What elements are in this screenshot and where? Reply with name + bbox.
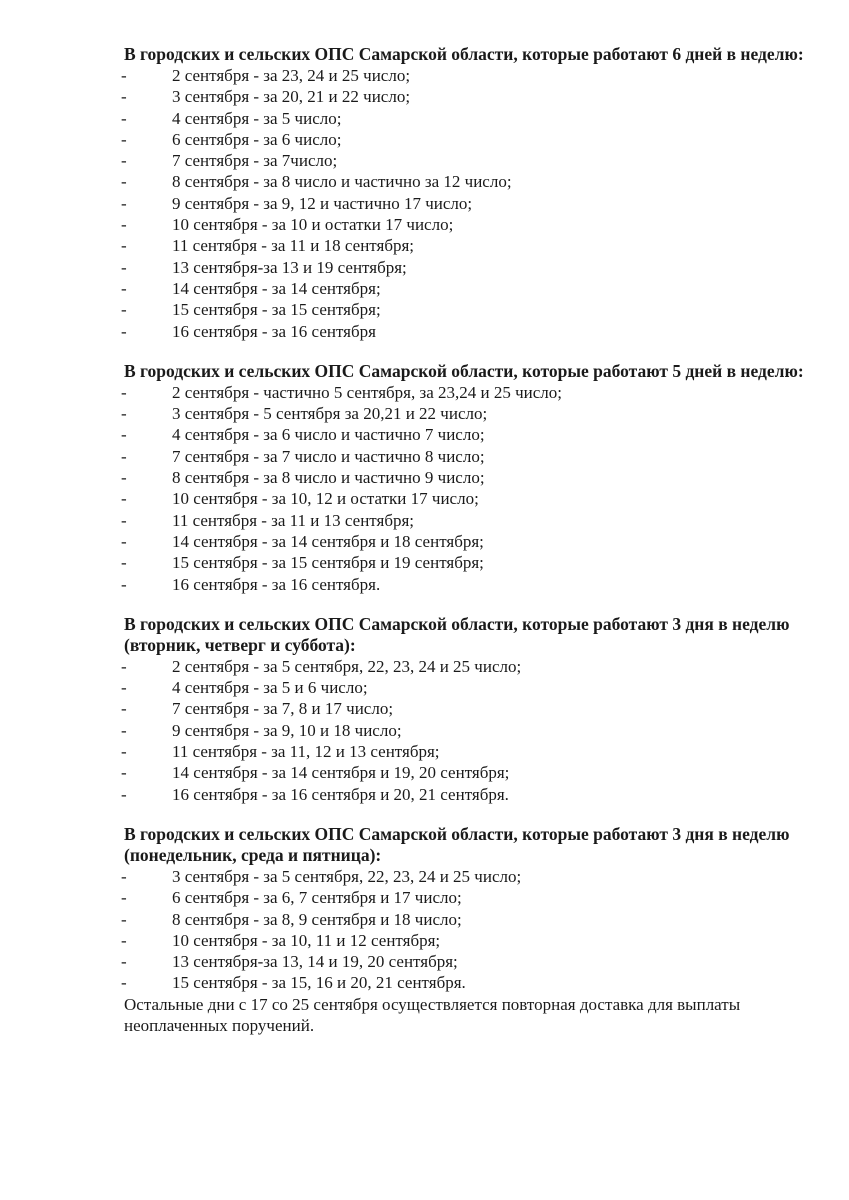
item-text: 15 сентября - за 15, 16 и 20, 21 сентября. — [172, 973, 466, 993]
list-item — [121, 278, 804, 299]
list-item — [121, 321, 804, 342]
dash-marker: - — [121, 425, 127, 445]
dash-marker: - — [121, 909, 127, 929]
list-item — [121, 698, 804, 719]
dash-marker: - — [121, 321, 127, 341]
list-item — [121, 235, 804, 256]
item-text: 4 сентября - за 5 число; — [172, 108, 342, 128]
item-text: 14 сентября - за 14 сентября; — [172, 278, 381, 298]
item-text: 8 сентября - за 8, 9 сентября и 18 число; — [172, 909, 462, 929]
dash-marker: - — [121, 404, 127, 424]
item-text: 14 сентября - за 14 сентября и 18 сентября; — [172, 531, 484, 551]
schedule-list — [121, 656, 804, 805]
item-text: 7 сентября - за 7 число и частично 8 число; — [172, 446, 485, 466]
dash-marker: - — [121, 278, 127, 298]
item-text: 10 сентября - за 10, 12 и остатки 17 число; — [172, 489, 479, 509]
list-item — [121, 784, 804, 805]
list-item — [121, 467, 804, 488]
list-item — [121, 403, 804, 424]
item-text: 15 сентября - за 15 сентября и 19 сентября; — [172, 553, 484, 573]
section-heading: В городских и сельских ОПС Самарской области, которые работают 6 дней в неделю: — [124, 44, 804, 64]
section-3-days-tue-thu-sat — [121, 613, 804, 805]
list-item — [121, 150, 804, 171]
list-item — [121, 720, 804, 741]
schedule-list — [121, 65, 804, 342]
dash-marker: - — [121, 720, 127, 740]
section-heading: В городских и сельских ОПС Самарской области, которые работают 3 дня в неделю (вторник, четверг и суббота): — [124, 613, 790, 655]
item-text: 13 сентября-за 13 и 19 сентября; — [172, 257, 407, 277]
item-text: 3 сентября - за 5 сентября, 22, 23, 24 и 25 число; — [172, 866, 522, 886]
list-item — [121, 446, 804, 467]
dash-marker: - — [121, 784, 127, 804]
dash-marker: - — [121, 446, 127, 466]
item-text: 3 сентября - за 20, 21 и 22 число; — [172, 87, 411, 107]
item-text: 10 сентября - за 10, 11 и 12 сентября; — [172, 930, 441, 950]
section-3-days-mon-wed-fri — [121, 823, 804, 1036]
dash-marker: - — [121, 108, 127, 128]
item-text: 4 сентября - за 5 и 6 число; — [172, 678, 368, 698]
dash-marker: - — [121, 973, 127, 993]
item-text: 11 сентября - за 11, 12 и 13 сентября; — [172, 742, 440, 762]
item-text: 9 сентября - за 9, 12 и частично 17 число; — [172, 193, 473, 213]
list-item — [121, 214, 804, 235]
list-item — [121, 86, 804, 107]
item-text: 3 сентября - 5 сентября за 20,21 и 22 число; — [172, 404, 488, 424]
list-item — [121, 552, 804, 573]
item-text: 9 сентября - за 9, 10 и 18 число; — [172, 720, 402, 740]
dash-marker: - — [121, 151, 127, 171]
dash-marker: - — [121, 468, 127, 488]
section-heading: В городских и сельских ОПС Самарской области, которые работают 3 дня в неделю (понедельник, среда и пятница): — [124, 823, 790, 865]
dash-marker: - — [121, 489, 127, 509]
dash-marker: - — [121, 215, 127, 235]
item-text: 6 сентября - за 6 число; — [172, 129, 342, 149]
list-item — [121, 930, 804, 951]
dash-marker: - — [121, 678, 127, 698]
item-text: 16 сентября - за 16 сентября — [172, 321, 376, 341]
item-text: 8 сентября - за 8 число и частично за 12 число; — [172, 172, 512, 192]
list-item — [121, 193, 804, 214]
list-item — [121, 887, 804, 908]
list-item — [121, 171, 804, 192]
item-text: 2 сентября - за 23, 24 и 25 число; — [172, 66, 411, 85]
dash-marker: - — [121, 382, 127, 402]
list-item — [121, 656, 804, 677]
list-item — [121, 574, 804, 595]
list-item — [121, 299, 804, 320]
dash-marker: - — [121, 930, 127, 950]
section-5-days — [121, 360, 804, 595]
item-text: 16 сентября - за 16 сентября и 20, 21 сентября. — [172, 784, 509, 804]
dash-marker: - — [121, 531, 127, 551]
dash-marker: - — [121, 699, 127, 719]
list-item — [121, 951, 804, 972]
item-text: 11 сентября - за 11 и 18 сентября; — [172, 236, 415, 256]
schedule-list — [121, 866, 804, 994]
list-item — [121, 866, 804, 887]
dash-marker: - — [121, 952, 127, 972]
item-text: 4 сентября - за 6 число и частично 7 число; — [172, 425, 485, 445]
item-text: 2 сентября - частично 5 сентября, за 23,24 и 25 число; — [172, 382, 563, 402]
dash-marker: - — [121, 129, 127, 149]
dash-marker: - — [121, 300, 127, 320]
dash-marker: - — [121, 553, 127, 573]
list-item — [121, 741, 804, 762]
item-text: 14 сентября - за 14 сентября и 19, 20 сентября; — [172, 763, 510, 783]
item-text: 15 сентября - за 15 сентября; — [172, 300, 381, 320]
list-item — [121, 65, 804, 86]
dash-marker: - — [121, 574, 127, 594]
item-text: 7 сентября - за 7, 8 и 17 число; — [172, 699, 394, 719]
dash-marker: - — [121, 66, 127, 85]
list-item — [121, 257, 804, 278]
dash-marker: - — [121, 763, 127, 783]
list-item — [121, 510, 804, 531]
dash-marker: - — [121, 236, 127, 256]
list-item — [121, 677, 804, 698]
item-text: 13 сентября-за 13, 14 и 19, 20 сентября; — [172, 952, 458, 972]
section-6-days — [121, 44, 804, 342]
list-item — [121, 488, 804, 509]
dash-marker: - — [121, 87, 127, 107]
dash-marker: - — [121, 888, 127, 908]
list-item — [121, 382, 804, 403]
dash-marker: - — [121, 656, 127, 676]
item-text: 6 сентября - за 6, 7 сентября и 17 число; — [172, 888, 462, 908]
list-item — [121, 424, 804, 445]
item-text: 16 сентября - за 16 сентября. — [172, 574, 381, 594]
dash-marker: - — [121, 172, 127, 192]
document-page — [121, 44, 804, 1036]
list-item — [121, 972, 804, 993]
closing-note: Остальные дни с 17 со 25 сентября осуществляется повторная доставка для выплаты неоплаченных поручений. — [124, 994, 741, 1035]
schedule-list — [121, 382, 804, 595]
list-item — [121, 531, 804, 552]
list-item — [121, 108, 804, 129]
item-text: 11 сентября - за 11 и 13 сентября; — [172, 510, 415, 530]
dash-marker: - — [121, 257, 127, 277]
item-text: 10 сентября - за 10 и остатки 17 число; — [172, 215, 454, 235]
dash-marker: - — [121, 193, 127, 213]
section-heading: В городских и сельских ОПС Самарской области, которые работают 5 дней в неделю: — [124, 360, 804, 381]
dash-marker: - — [121, 866, 127, 886]
list-item — [121, 762, 804, 783]
list-item — [121, 129, 804, 150]
dash-marker: - — [121, 742, 127, 762]
item-text: 8 сентября - за 8 число и частично 9 число; — [172, 468, 485, 488]
dash-marker: - — [121, 510, 127, 530]
item-text: 7 сентября - за 7число; — [172, 151, 338, 171]
item-text: 2 сентября - за 5 сентября, 22, 23, 24 и 25 число; — [172, 656, 522, 676]
list-item — [121, 909, 804, 930]
